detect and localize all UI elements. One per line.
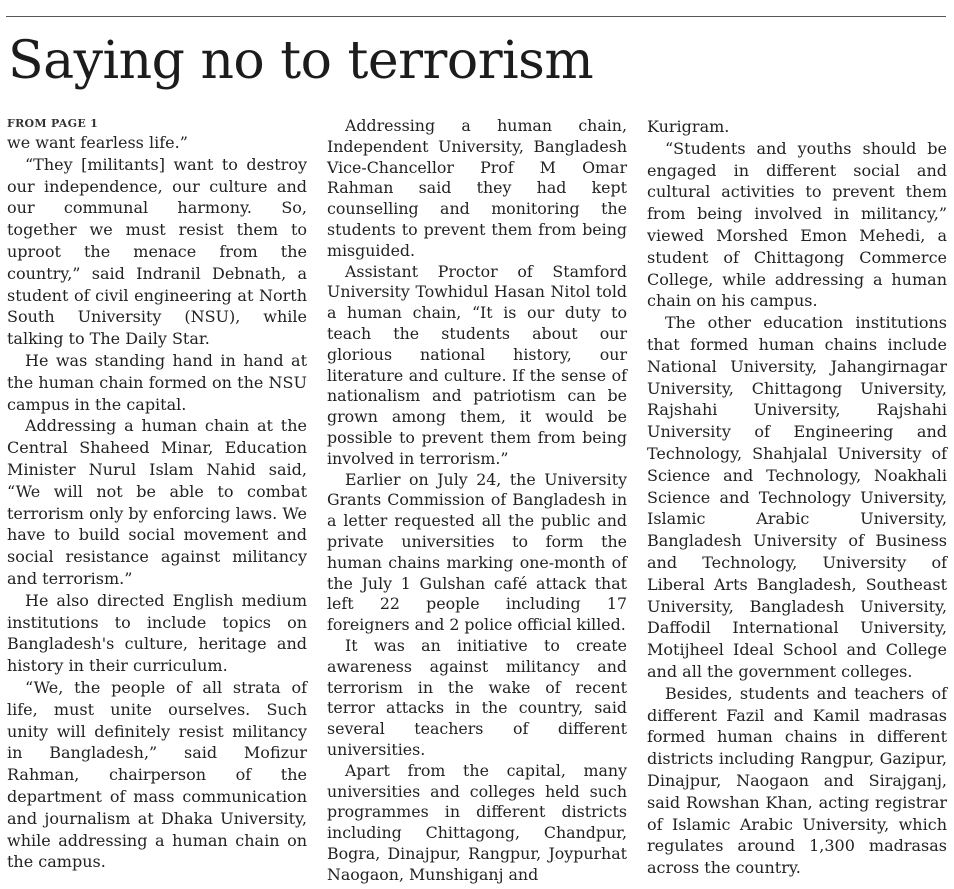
paragraph: “We, the people of all strata of life, must unite ourselves. Such unity will definitely resist militancy in Bangladesh,” said Mofizur Rahman, chairperson of the department of mass communication and journalism at Dhaka University, while addressing a human chain on the campus. [7,677,307,872]
paragraph: He was standing hand in hand at the human chain formed on the NSU campus in the capital. [7,350,307,414]
paragraph: Assistant Proctor of Stamford University Towhidul Hasan Nitol told a human chain, “It is our duty to teach the students about our glorious national history, our literature and culture. If the sense of nationalism and patriotism can be grown among them, it would be possible to prevent them from being involved in terrorism.” [327,261,627,468]
column-3 [647,116,947,879]
paragraph: Addressing a human chain at the Central Shaheed Minar, Education Minister Nurul Islam Nahid said, “We will not be able to combat terrorism only by enforcing laws. We have to build social movement and social resistance against militancy and terrorism.” [7,416,307,588]
article-body [7,116,947,886]
top-rule [6,16,946,17]
paragraph: “Students and youths should be engaged in different social and cultural activities to prevent them from being involved in militancy,” viewed Morshed Emon Mehedi, a student of Chittagong Commerce College, while addressing a human chain on his campus. [647,138,947,311]
paragraph: Earlier on July 24, the University Grants Commission of Bangladesh in a letter requested all the public and private universities to form the human chains marking one-month of the July 1 Gulshan café attack that left 22 people including 17 foreigners and 2 police official killed. [327,469,627,635]
paragraph: we want fearless life.” [7,133,188,152]
paragraph: He also directed English medium institutions to include topics on Bangladesh's culture, heritage and history in their curriculum. [7,590,307,676]
paragraph: Apart from the capital, many universities and colleges held such programmes in different districts including Chittagong, Chandpur, Bogra, Dinajpur, Rangpur, Joypurhat Naogaon, Munshiganj and [327,760,627,884]
column-2 [327,116,627,885]
paragraph: The other education institutions that formed human chains include National University, Jahangirnagar University, Chittagong University, Rajshahi University, Rajshahi University of Engineering and Technology, Shahjalal University of Science and Technology, Noakhali Science and Technology University, Islamic Arabic University, Bangladesh University of Business and Technology, University of Liberal Arts Bangladesh, Southeast University, Bangladesh University, Daffodil International University, Motijheel Ideal School and College and all the government colleges. [647,313,947,681]
paragraph: Kurigram. [647,117,730,136]
column-1 [7,116,307,873]
headline: Saying no to terrorism [8,31,594,91]
paragraph: “They [militants] want to destroy our independence, our culture and our communal harmony. So, together we must resist them to uproot the menace from the country,” said Indranil Debnath, a student of civil engineering at North South University (NSU), while talking to The Daily Star. [7,154,307,349]
paragraph: It was an initiative to create awareness against militancy and terrorism in the wake of recent terror attacks in the country, said several teachers of different universities. [327,635,627,759]
paragraph: Addressing a human chain, Independent University, Bangladesh Vice-Chancellor Prof M Omar Rahman said they had kept counselling and monitoring the students to prevent them from being misguided. [327,116,627,260]
kicker: FROM PAGE 1 [7,117,99,130]
paragraph: Besides, students and teachers of different Fazil and Kamil madrasas formed human chains in different districts including Rangpur, Gazipur, Dinajpur, Naogaon and Sirajganj, said Rowshan Khan, acting registrar of Islamic Arabic University, which regulates around 1,300 madrasas across the country. [647,683,947,878]
